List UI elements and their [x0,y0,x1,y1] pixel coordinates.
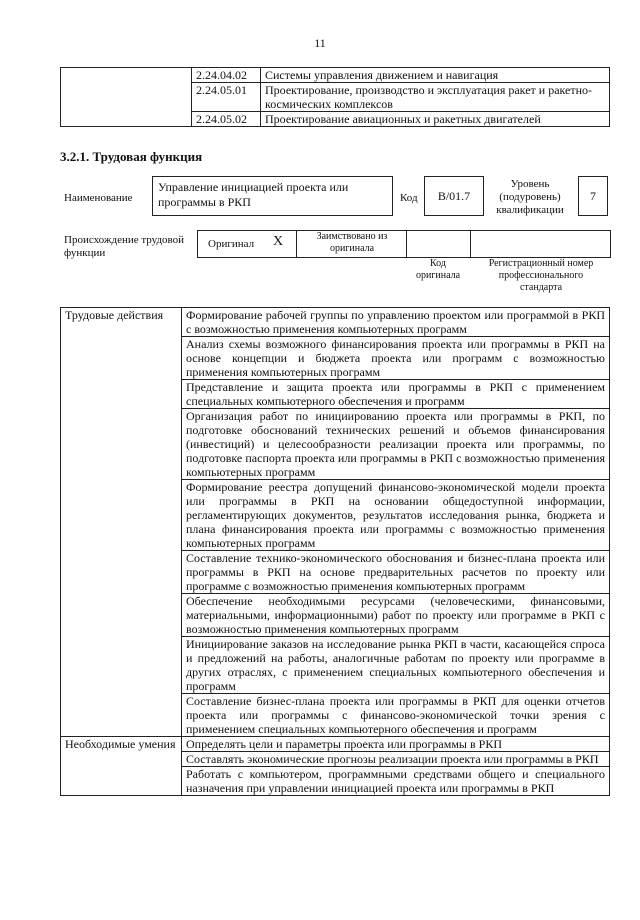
table-row [61,68,610,83]
table-row [61,480,610,551]
labor-action-item: Формирование рабочей группы по управлению проектом или программой в РКП с возможностью применения компьютерных программ [182,308,610,337]
table-row [61,637,610,694]
education-codes-table [60,67,610,127]
labor-action-item: Формирование реестра допущений финансово-экономической модели проекта или программы в РКП на основании общедоступной информации, регламентирующих документов, результатов исследования рынка, бюджета и плана финансирования проекта или программы с возможностью применения компьютерных программ [182,480,610,551]
original-label: Оригинал [208,238,255,250]
borrowed-label: Заимствовано из оригинала [316,231,388,254]
table-row [61,752,610,767]
name-label: Наименование [64,192,133,204]
code-original-label: Код оригинала [415,258,461,281]
code-name-cell: Системы управления движением и навигация [261,68,610,83]
divider [470,230,471,258]
reg-number-label: Регистрационный номер профессионального стандарта [488,258,594,293]
empty-cell [61,380,182,409]
labor-action-item: Анализ схемы возможного финансирования проекта или программы в РКП на основе концепции и бюджета проекта или программ с возможностью применения компьютерных программ [182,337,610,380]
labor-action-item: Организация работ по инициированию проекта или программы в РКП, по подготовке обоснований технических решений и объемов финансирования (инвестиций) и целесообразности реализации проекта или программы, по подготовке паспорта проекта или программы в РКП с возможностью применения компьютерных программ [182,409,610,480]
original-mark: X [273,234,284,249]
code-name-cell: Проектирование авиационных и ракетных двигателей [261,112,610,127]
empty-cell [61,767,182,796]
section-title: 3.2.1. Трудовая функция [60,149,203,164]
skill-item: Определять цели и параметры проекта или программы в РКП [182,737,610,752]
table-row [61,308,610,337]
divider [406,230,407,258]
code-cell: 2.24.05.01 [192,83,261,112]
table-row [61,767,610,796]
page-number: 11 [314,36,326,50]
skills-label: Необходимые умения [61,737,182,752]
labor-action-item: Составление технико-экономического обоснования и бизнес-плана проекта или программы в РКП на основе предварительных расчетов по проекту или программе с возможностью применения компьютерных программ [182,551,610,594]
origin-box [197,230,611,258]
labor-action-item: Обеспечение необходимыми ресурсами (человеческими, финансовыми, материальными, информационными) работ по проекту или программе в РКП с возможностью применения компьютерных программ [182,594,610,637]
empty-cell [61,480,182,551]
table-row [61,737,610,752]
table-row [61,337,610,380]
table-row [61,694,610,737]
skill-item: Составлять экономические прогнозы реализации проекта или программы в РКП [182,752,610,767]
function-name-box [152,176,393,216]
labor-function-table [60,307,610,796]
level-label: Уровень (подуровень) квалификации [496,178,564,216]
empty-cell [61,409,182,480]
divider [296,230,297,258]
code-name-cell: Проектирование, производство и эксплуатация ракет и ракетно-космических комплексов [261,83,610,112]
table-row [61,380,610,409]
empty-cell [61,68,192,127]
empty-cell [61,337,182,380]
origin-label: Происхождение трудовой функции [64,234,185,259]
labor-action-item: Инициирование заказов на исследование рынка РКП в части, касающейся спроса и предложений на работы, аналогичные работам по проекту или программе в других отраслях, с применением специальных компьютерного обеспечения и программ [182,637,610,694]
skill-item: Работать с компьютером, программными средствами общего и специального назначения при управлении инициацией проекта или программы в РКП [182,767,610,796]
code-cell: 2.24.05.02 [192,112,261,127]
code-cell: 2.24.04.02 [192,68,261,83]
labor-action-item: Представление и защита проекта или программы в РКП с применением специальных компьютерного обеспечения и программ [182,380,610,409]
table-row [61,594,610,637]
empty-cell [61,694,182,737]
function-code-value: В/01.7 [437,189,471,203]
empty-cell [61,752,182,767]
empty-cell [61,637,182,694]
table-row [61,551,610,594]
labor-action-item: Составление бизнес-плана проекта или программы в РКП для оценки отчетов проекта или программы с финансово-экономической точки зрения с применением специальных компьютерного обеспечения и программ [182,694,610,737]
function-code-box [424,176,484,216]
function-name-value: Управление инициацией проекта или программы в РКП [158,180,349,209]
empty-cell [61,551,182,594]
code-label: Код [400,192,418,204]
level-box [578,176,608,216]
level-value: 7 [590,189,596,203]
empty-cell [61,594,182,637]
table-row [61,409,610,480]
labor-actions-label: Трудовые действия [61,308,182,337]
